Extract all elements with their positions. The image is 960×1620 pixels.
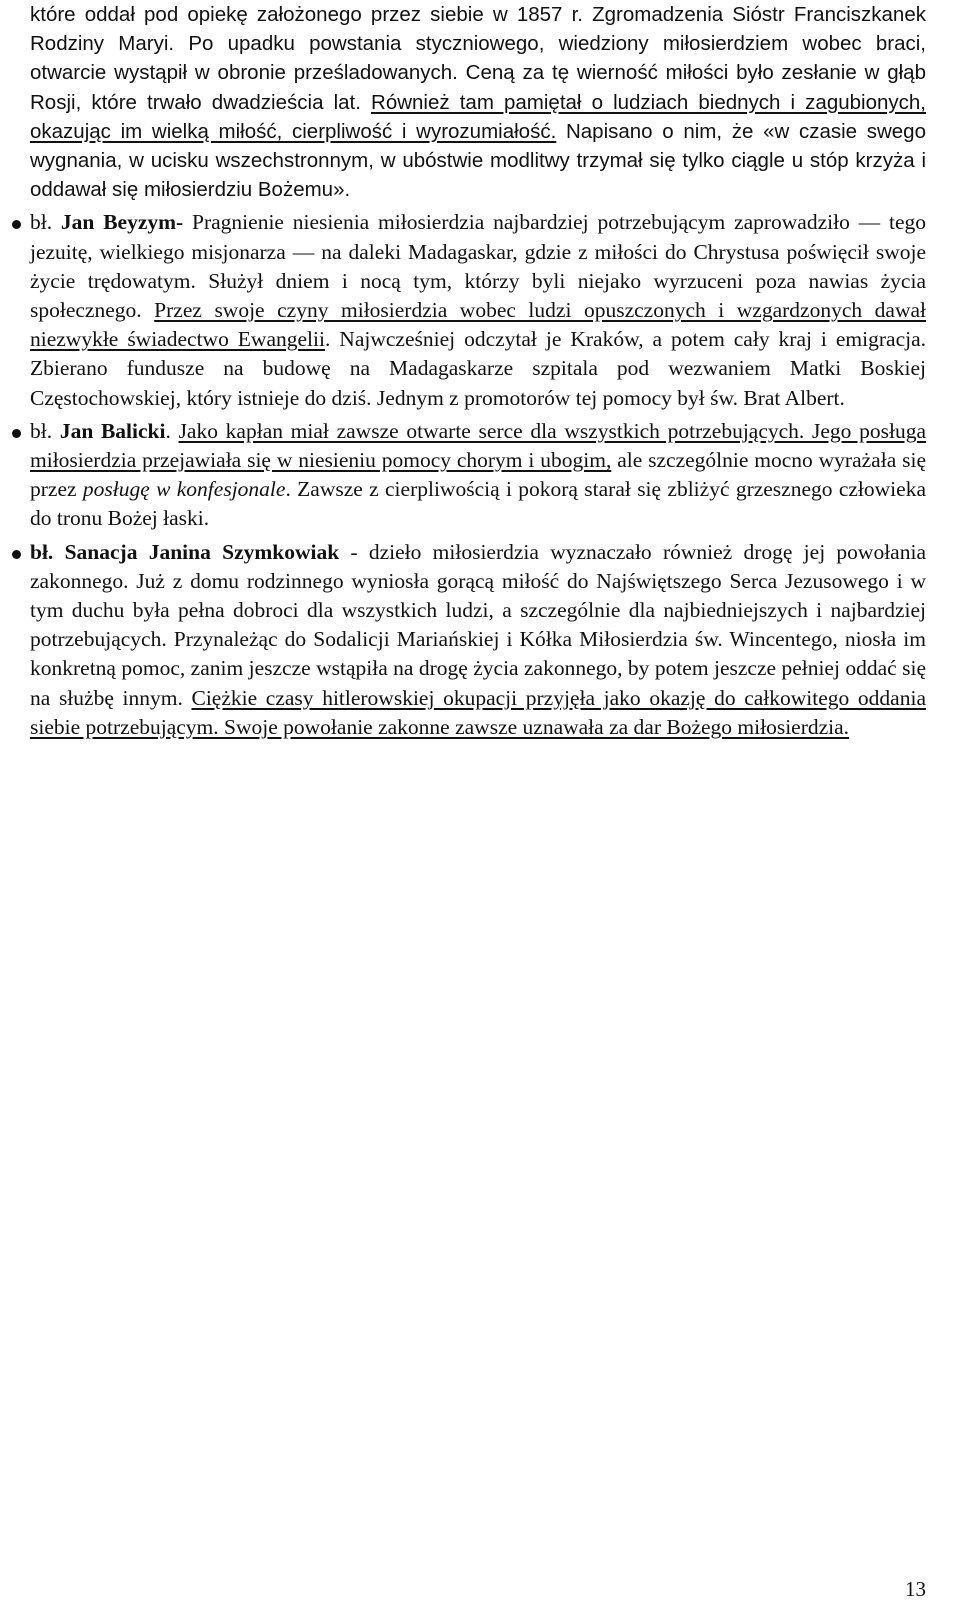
intro-text-3: Napisano o nim, że «w czasie swego wygnania, w ucisku wszechstronnym, w ubóstwie modlitwy trzymał się tylko ciągle u stóp krzyża i oddawał się miłosierdziu Bożemu».	[30, 119, 926, 202]
item-text-2: . Najwcześniej odczytał je Kraków, a potem cały kraj i emigracja. Zbierano fundusze na budowę na Madagaskarze szpitala pod wezwaniem Matki Boskiej Częstochowskiej, który istnieje do dziś. Jednym z promotorów tej pomocy był św. Brat Albert.	[30, 327, 926, 410]
item-text-0: .	[165, 418, 179, 443]
item-prefix: bł.	[30, 210, 61, 235]
item-underlined-text: Jako kapłan miał zawsze otwarte serce dla wszystkich potrzebujących. Jego posługa miłosierdzia przejawiała się w niesieniu pomocy chorym i ubogim,	[30, 418, 926, 473]
item-prefix: bł.	[30, 418, 60, 443]
item-italic-text: posługę w konfesjonale	[82, 477, 286, 502]
list-item-balicki	[30, 417, 926, 534]
intro-text-1: które oddał pod opiekę założonego przez siebie w 1857 r. Zgromadzenia Sióstr Franciszkanek Rodziny Maryi. Po upadku powstania styczniowego, wiedziony miłosierdziem wobec braci, otwarcie wystąpił w obronie prześladowanych. Ceną za tę wierność miłości było zesłanie w głąb Rosji, które trwało dwadzieścia lat.	[30, 3, 926, 114]
item-text: Pragnienie niesienia miłosierdzia najbardziej potrzebującym zaprowadziło — tego jezuitę, wielkiego misjonarza — na daleki Madagaskar, gdzie z miłości do Chrystusa poświęcił swoje życie trędowatym. Służył dniem i nocą tym, którzy byli niejako wyrzuceni poza nawias życia społecznego.	[30, 210, 926, 323]
list-item-beyzym	[30, 208, 926, 412]
intro-paragraph	[30, 0, 926, 204]
intro-underlined-text: Również tam pamiętał o ludziach biednych i zagubionych, okazując im wielką miłość, cierpliwość i wyrozumiałość.	[30, 90, 926, 143]
list-item-szymkowiak	[30, 538, 926, 742]
item-underlined-text: Przez swoje czyny miłosierdzia wobec ludzi opuszczonych i wzgardzonych dawał niezwykłe świadectwo Ewangelii	[30, 298, 926, 352]
item-text: ale szczególnie mocno wyrażała się przez	[30, 448, 926, 502]
bullet-icon	[12, 220, 21, 229]
item-underlined-text: Ciężkie czasy hitlerowskiej okupacji przyjęła jako okazję do całkowitego oddania siebie potrzebującym. Swoje powołanie zakonne zawsze uznawała za dar Bożego miłosierdzia.	[30, 685, 926, 739]
bullet-list	[30, 208, 926, 742]
document-page	[30, 0, 926, 742]
item-name: Jan Beyzym-	[60, 210, 184, 235]
item-name: Jan Balicki	[59, 418, 166, 443]
item-name: bł. Sanacja Janina Szymkowiak	[30, 539, 340, 564]
bullet-icon	[12, 550, 21, 559]
item-text: - dzieło miłosierdzia wyznaczało również drogę jej powołania zakonnego. Już z domu rodzinnego wyniosła gorącą miłość do Najświętszego Serca Jezusowego i w tym duchu była pełna dobroci dla wszystkich ludzi, a szczególnie dla najbiedniejszych i najbardziej potrzebujących. Przynależąc do Sodalicji Mariańskiej i Kółka Miłosierdzia św. Wincentego, niosła im konkretną pomoc, zanim jeszcze wstąpiła na drogę życia zakonnego, by potem jeszcze pełniej oddać się na służbę innym.	[30, 539, 926, 710]
item-text-2: . Zawsze z cierpliwością i pokorą starał się zbliżyć grzesznego człowieka do tronu Bożej łaski.	[30, 477, 926, 531]
page-number: 13	[905, 1577, 926, 1601]
bullet-icon	[12, 429, 21, 438]
